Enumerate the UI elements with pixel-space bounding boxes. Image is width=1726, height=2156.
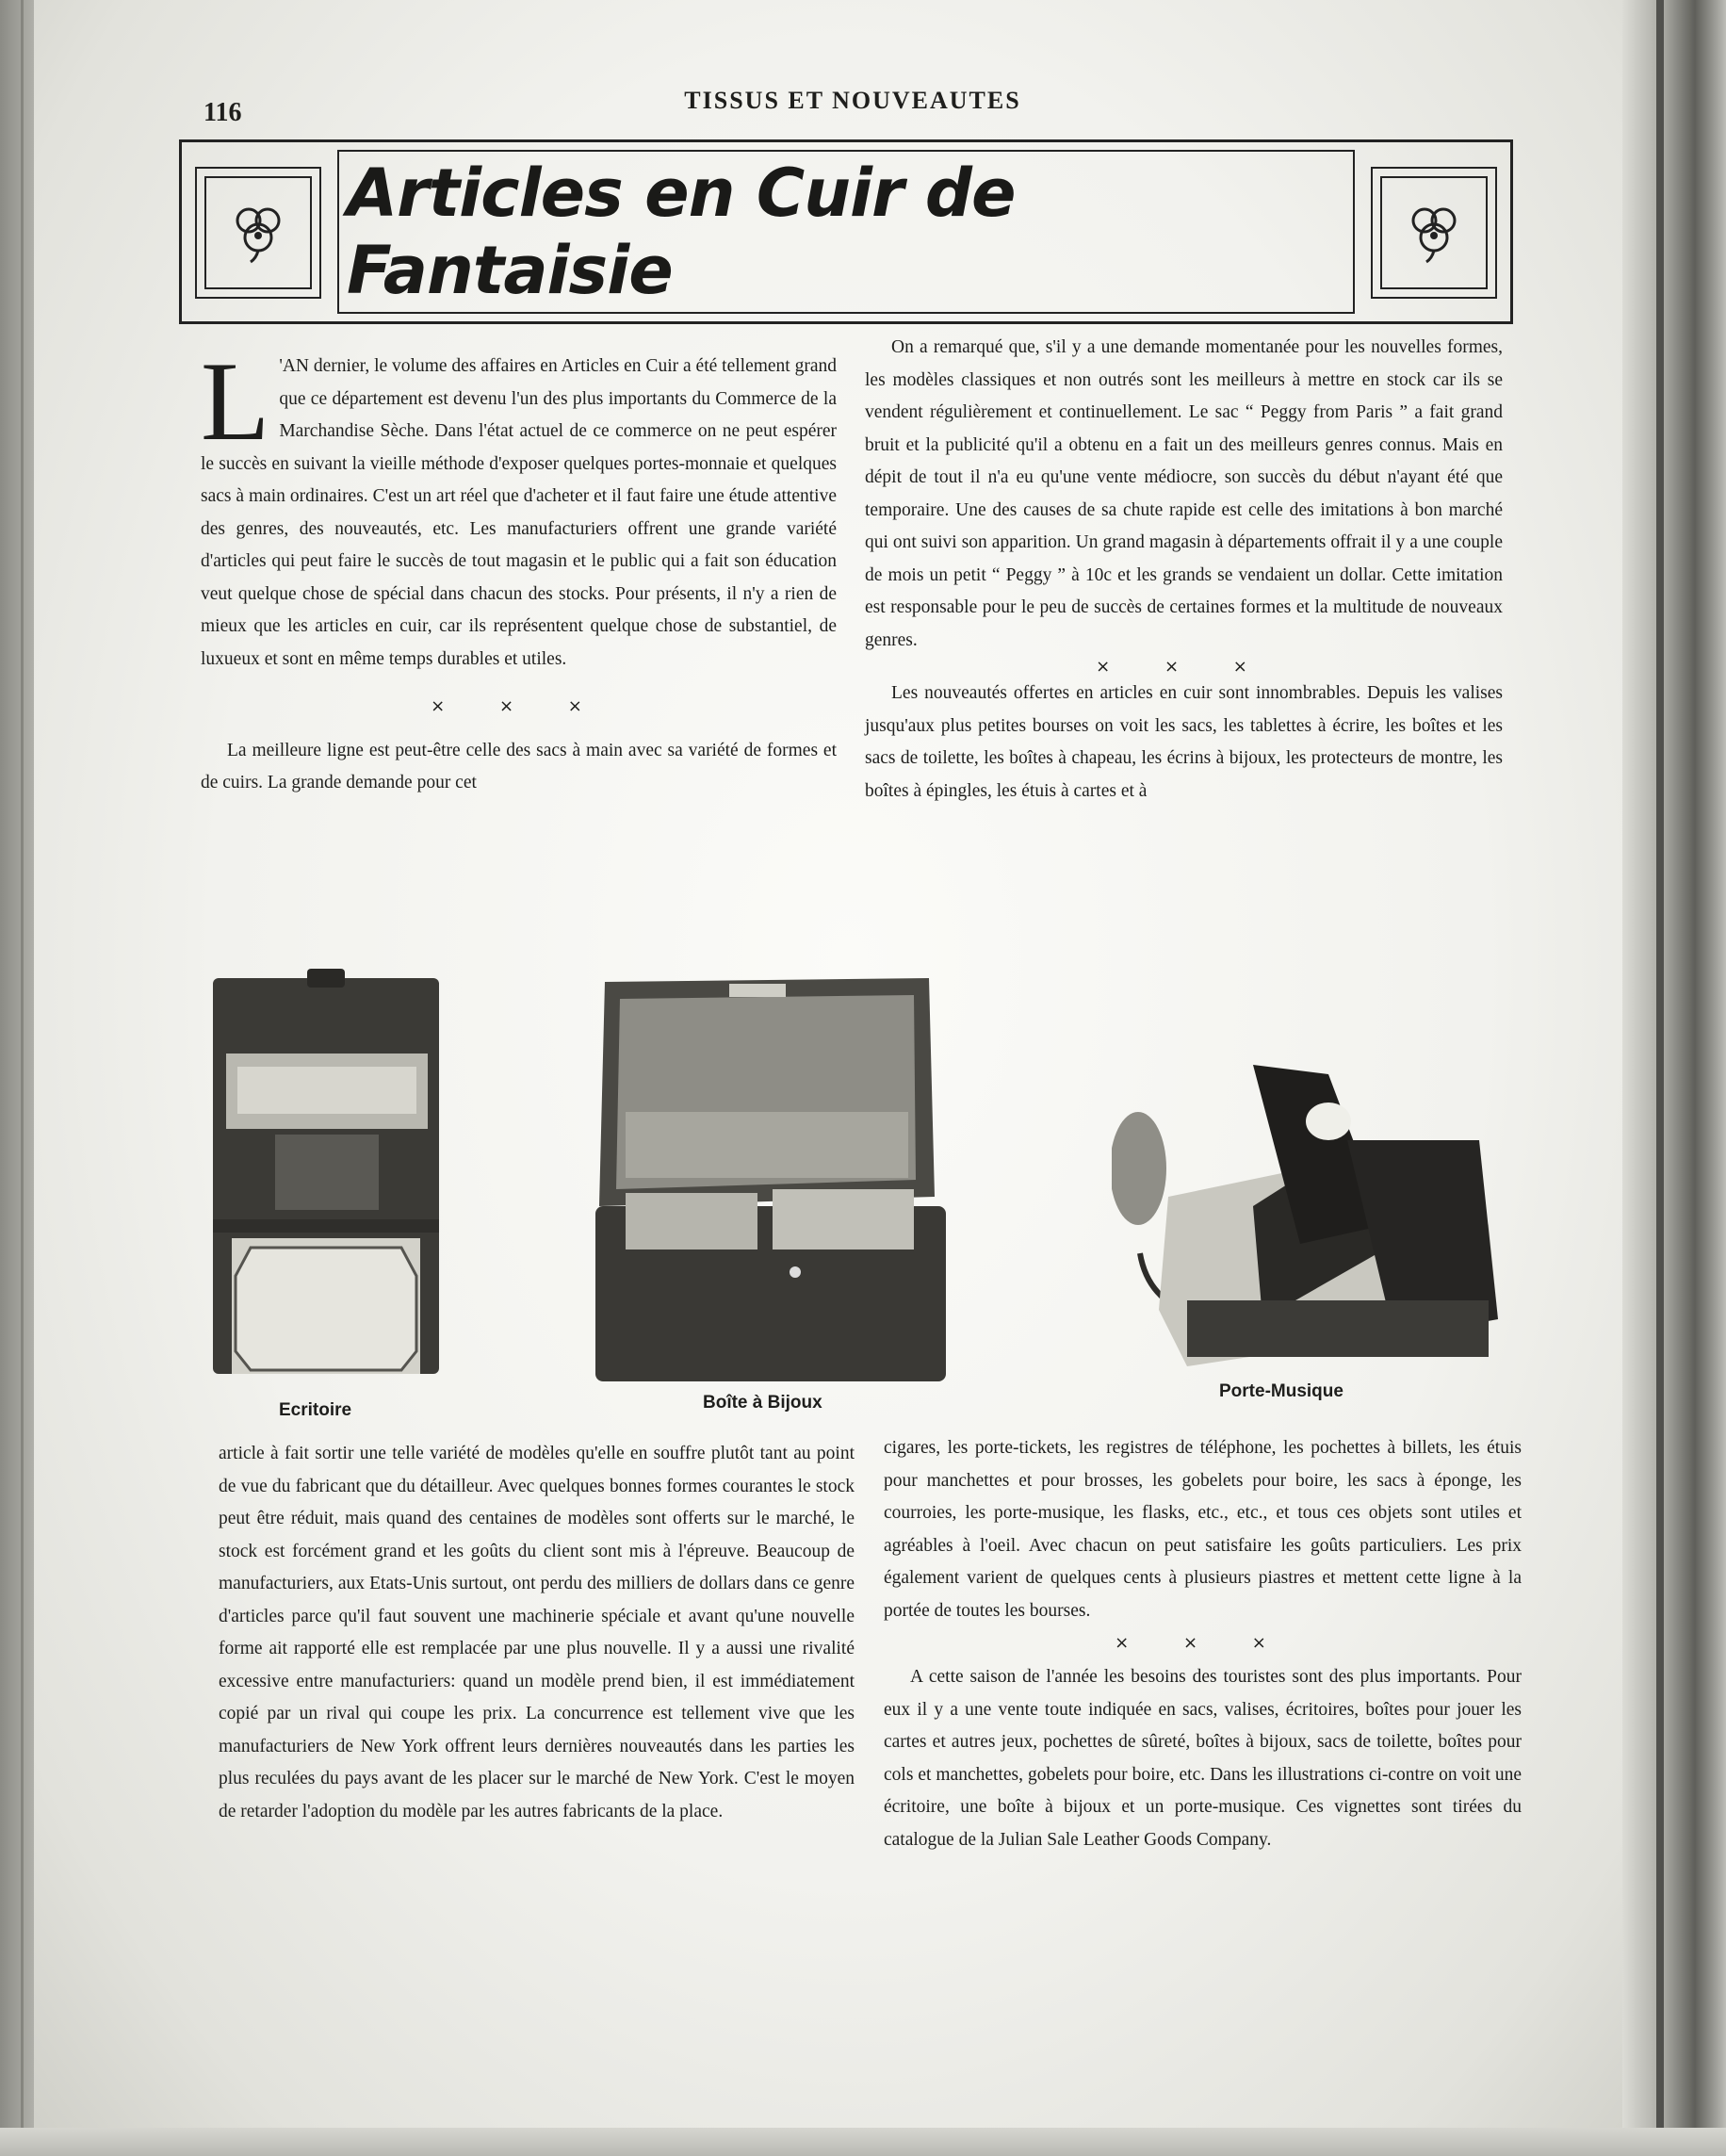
drop-cap: L xyxy=(201,338,270,464)
upper-right-column xyxy=(865,332,1503,808)
page-edge xyxy=(1622,0,1726,2156)
jewel-box-illustration xyxy=(588,971,955,1383)
paragraph: A cette saison de l'année les besoins des touristes sont des plus importants. Pour eux il y a une vente toute indiquée en sacs, valises, écritoires, boîtes pour jouer les cartes et autres jeux, pochettes de sûreté, boîtes à bijoux, sacs de toilette, boîtes pour cols et manchettes, gobelets pour boire, etc. Dans les illustrations ci-contre on voit une écritoire, une boîte à bijoux et un porte-musique. Ces vignettes sont tirées du catalogue de la Julian Sale Leather Goods Company. xyxy=(884,1667,1522,1850)
music-case-illustration xyxy=(1112,1037,1507,1366)
pansy-ornament-icon xyxy=(1406,200,1462,266)
paragraph: Les nouveautés offertes en articles en cuir sont innombrables. Depuis les valises jusqu'aux plus petites bourses on voit les sacs, les tablettes à écrire, les boîtes et les sacs de toilette, les boîtes à chapeau, les écrins à bijoux, les protecteurs de montre, les boîtes à épingles, les étuis à cartes et à xyxy=(865,683,1503,801)
paragraph: On a remarqué que, s'il y a une demande momentanée pour les nouvelles formes, les modèles classiques et non outrés sont les meilleurs à mettre en stock car ils se vendent régulièrement et continuellement. Le sac “ Peggy from Paris ” a fait grand bruit et la publicité qu'il a obtenu en a fait un des meilleurs genres connus. Mais en dépit de tout il n'a eu qu'une vente médiocre, son succès du début n'ayant été que temporaire. Une des causes de sa chute rapide est celle des imitations à bon marché qui ont suivi son apparition. Un grand magasin à départements offrait il y a une couple de mois un petit “ Peggy ” à 10c et les grands se vendaient un dollar. Cette imitation est responsable pour le peu de succès de certaines formes et la multitude de nouveaux genres. xyxy=(865,337,1503,650)
bottom-edge xyxy=(0,2128,1726,2156)
article-title: Articles en Cuir de Fantaisie xyxy=(347,155,1016,309)
figure-caption: Boîte à Bijoux xyxy=(703,1393,822,1413)
section-separator: × × × xyxy=(1096,657,1272,677)
running-title: TISSUS ET NOUVEAUTES xyxy=(684,87,1021,114)
section-separator: × × × xyxy=(1115,1633,1291,1653)
lower-left-column xyxy=(219,1438,855,1828)
left-ornament-frame xyxy=(195,167,321,299)
paragraph: cigares, les porte-tickets, les registres de téléphone, les pochettes à billets, les étuis pour manchettes et pour brosses, les gobelets pour boire, les sacs à éponge, les courroies, les porte-musique, les flasks, etc., etc., et tous ces objets sont utiles et agréables à l'oeil. Avec chacun on peut satisfaire les goûts particuliers. Les prix également varient de quelques cents à plusieurs piastres et mettent cette ligne à la portée de toutes les bourses. xyxy=(884,1438,1522,1621)
paragraph: La meilleure ligne est peut-être celle des sacs à main avec sa variété de formes et de cuirs. La grande demande pour cet xyxy=(201,740,837,792)
lower-right-column xyxy=(884,1432,1522,1856)
figure-caption: Ecritoire xyxy=(279,1400,352,1420)
figure-caption: Porte-Musique xyxy=(1219,1381,1343,1401)
paragraph: article à fait sortir une telle variété de modèles qu'elle en souffre plutôt tant au point de vue du fabricant que du détailleur. Avec quelques bonnes formes courantes le stock peut être réduit, mais quand des centaines de modèles sont offerts sur le marché, le stock est forcément grand et les goûts du client sont mis à l'épreuve. Beaucoup de manufacturiers, aux Etats-Unis surtout, ont perdu des milliers de dollars dans ce genre d'articles parce qu'il faut souvent une machinerie spéciale et avant qu'une nouvelle forme ait rapporté elle est remplacée par une plus nouvelle. Il y a aussi une rivalité excessive entre manufacturiers: quand un modèle prend bien, il est immédiatement copié par un rival qui coupe les prix. La concurrence est tellement vive que les manufacturiers de New York offrent leurs dernières nouveautés dans les parties les plus reculées du pays avant de les placer sur le marché de New York. C'est le moyen de retarder l'adoption du modèle par les autres fabricants de la place. xyxy=(219,1444,855,1821)
pansy-ornament-icon xyxy=(230,200,286,266)
writing-case-illustration xyxy=(209,965,445,1378)
upper-left-column xyxy=(201,338,837,800)
section-separator: × × × xyxy=(431,696,607,716)
paragraph: 'AN dernier, le volume des affaires en Articles en Cuir a été tellement grand que ce département est devenu l'un des plus importants du Commerce de la Marchandise Sèche. Dans l'état actuel de ce commerce on ne peut espérer le succès en suivant la vieille méthode d'exposer quelques portes-monnaie et quelques sacs à main ordinaires. C'est un art réel que d'acheter et il faut faire une étude attentive des genres, des nouveautés, etc. Les manufacturiers offrent une grande variété d'articles qui peut faire le succès de tout magasin et le public qui a fait son éducation veut quelque chose de spécial dans chacun des stocks. Pour présents, il n'y a rien de mieux que les articles en cuir, car ils représentent quelque chose de substantiel, de luxueux et sont en même temps durables et utiles. xyxy=(201,356,837,669)
right-ornament-frame xyxy=(1371,167,1497,299)
page-number: 116 xyxy=(204,98,242,127)
title-banner xyxy=(179,139,1513,324)
